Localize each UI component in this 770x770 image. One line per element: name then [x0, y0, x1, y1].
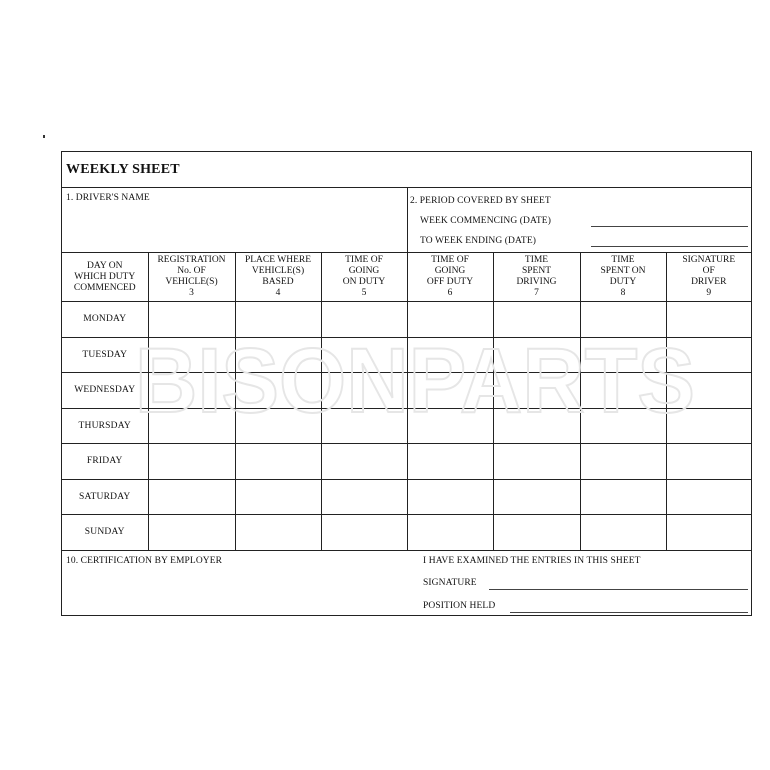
table-row — [62, 408, 751, 444]
table-row — [62, 444, 751, 480]
column-header-line: SPENT — [521, 266, 552, 276]
column-header-line: OF — [702, 266, 715, 276]
column-number: 9 — [706, 288, 712, 298]
column-header-line: GOING — [434, 266, 466, 276]
column-header-line: COMMENCED — [73, 282, 136, 293]
column-header-line: BASED — [262, 277, 294, 287]
entry-cell[interactable] — [407, 302, 493, 338]
period-label: 2. PERIOD COVERED BY SHEET — [410, 196, 551, 206]
entry-cell[interactable] — [321, 302, 407, 338]
position-field[interactable] — [510, 612, 748, 613]
info-section — [62, 188, 751, 253]
column-header-line: VEHICLE(S) — [251, 266, 305, 276]
entry-cell[interactable] — [235, 337, 321, 373]
column-number: 3 — [189, 288, 194, 298]
week-ending-label: TO WEEK ENDING (DATE) — [420, 236, 536, 246]
column-header — [148, 253, 235, 302]
column-header — [321, 253, 407, 302]
column-header-line: TIME OF — [431, 255, 469, 265]
column-header-line: TIME — [524, 255, 549, 265]
day-label: SUNDAY — [62, 515, 148, 551]
column-header — [62, 253, 148, 302]
entry-cell[interactable] — [666, 408, 751, 444]
entry-cell[interactable] — [407, 479, 493, 515]
entry-cell[interactable] — [148, 444, 235, 480]
column-header-line: GOING — [348, 266, 380, 276]
entry-cell[interactable] — [493, 302, 580, 338]
entry-cell[interactable] — [493, 479, 580, 515]
column-number: 4 — [275, 288, 281, 298]
entry-cell[interactable] — [235, 515, 321, 551]
entry-cell[interactable] — [235, 408, 321, 444]
entry-cell[interactable] — [235, 302, 321, 338]
table-row — [62, 302, 751, 338]
column-header-line: DRIVING — [516, 277, 557, 287]
entry-cell[interactable] — [666, 515, 751, 551]
watermark-text: BISONPARTS — [135, 330, 695, 430]
stray-mark — [43, 135, 45, 138]
column-header — [580, 253, 666, 302]
column-header — [493, 253, 580, 302]
column-header-line: DAY ON — [87, 260, 123, 271]
entry-cell[interactable] — [407, 373, 493, 409]
column-header-line: WHICH DUTY — [74, 271, 136, 282]
table-row — [62, 373, 751, 409]
column-header — [407, 253, 493, 302]
column-number: 6 — [447, 288, 453, 298]
column-header-line: PLACE WHERE — [244, 255, 312, 265]
entry-cell[interactable] — [666, 479, 751, 515]
column-number: 7 — [534, 288, 539, 298]
table-header-row — [62, 253, 751, 302]
day-label: WEDNESDAY — [62, 373, 148, 409]
column-header-line: OFF DUTY — [426, 277, 474, 287]
table-row — [62, 337, 751, 373]
entry-cell[interactable] — [666, 444, 751, 480]
column-header-line: REGISTRATION — [157, 255, 226, 265]
column-header-line: DRIVER — [691, 277, 727, 287]
entry-cell[interactable] — [148, 337, 235, 373]
entry-cell[interactable] — [148, 515, 235, 551]
entry-cell[interactable] — [493, 515, 580, 551]
footer-section — [62, 551, 751, 615]
column-header-line: SIGNATURE — [682, 255, 736, 265]
entry-cell[interactable] — [148, 479, 235, 515]
position-label: POSITION HELD — [423, 601, 496, 611]
weekly-sheet-form — [61, 151, 752, 616]
entry-cell[interactable] — [493, 444, 580, 480]
entry-cell[interactable] — [407, 337, 493, 373]
entry-cell[interactable] — [493, 337, 580, 373]
column-header-line: TIME — [611, 255, 635, 265]
entry-cell[interactable] — [580, 479, 666, 515]
entry-cell[interactable] — [321, 479, 407, 515]
week-commencing-label: WEEK COMMENCING (DATE) — [420, 216, 551, 226]
entry-cell[interactable] — [235, 373, 321, 409]
driver-name-label: 1. DRIVER'S NAME — [66, 193, 150, 203]
column-number: 5 — [361, 288, 367, 298]
entry-cell[interactable] — [666, 337, 751, 373]
entry-cell[interactable] — [666, 302, 751, 338]
table-row — [62, 479, 751, 515]
entry-cell[interactable] — [321, 408, 407, 444]
entry-cell[interactable] — [321, 373, 407, 409]
signature-label: SIGNATURE — [423, 578, 477, 588]
week-ending-field[interactable] — [591, 246, 748, 247]
form-title: WEEKLY SHEET — [62, 152, 751, 188]
entry-cell[interactable] — [148, 302, 235, 338]
day-label: SATURDAY — [62, 479, 148, 515]
entry-cell[interactable] — [580, 302, 666, 338]
column-header-line: SPENT ON — [600, 266, 646, 276]
column-header — [666, 253, 751, 302]
day-label: THURSDAY — [62, 408, 148, 444]
entry-cell[interactable] — [148, 373, 235, 409]
signature-field[interactable] — [489, 589, 748, 590]
entry-cell[interactable] — [235, 444, 321, 480]
entry-cell[interactable] — [580, 515, 666, 551]
entry-cell[interactable] — [580, 408, 666, 444]
entry-cell[interactable] — [580, 444, 666, 480]
column-header-line: DUTY — [609, 277, 637, 287]
entry-cell[interactable] — [321, 337, 407, 373]
entry-cell[interactable] — [493, 408, 580, 444]
table-row — [62, 515, 751, 551]
entry-cell[interactable] — [321, 444, 407, 480]
certification-label: 10. CERTIFICATION BY EMPLOYER — [66, 556, 223, 566]
entry-cell[interactable] — [580, 337, 666, 373]
entry-cell[interactable] — [407, 515, 493, 551]
entry-cell[interactable] — [493, 373, 580, 409]
entry-cell[interactable] — [580, 373, 666, 409]
driver-name-cell[interactable] — [62, 188, 408, 252]
entry-cell[interactable] — [407, 408, 493, 444]
column-number: 8 — [620, 288, 626, 298]
day-label: MONDAY — [62, 302, 148, 338]
entry-cell[interactable] — [148, 408, 235, 444]
column-header-line: TIME OF — [345, 255, 383, 265]
entry-cell[interactable] — [666, 373, 751, 409]
column-header-line: ON DUTY — [342, 277, 386, 287]
column-header-line: VEHICLE(S) — [165, 277, 218, 287]
day-label: TUESDAY — [62, 337, 148, 373]
column-header — [235, 253, 321, 302]
week-commencing-field[interactable] — [591, 226, 748, 227]
duty-table — [62, 253, 751, 551]
entry-cell[interactable] — [321, 515, 407, 551]
examined-label: I HAVE EXAMINED THE ENTRIES IN THIS SHEET — [423, 556, 641, 566]
column-header-line: No. OF — [177, 266, 206, 276]
entry-cell[interactable] — [235, 479, 321, 515]
entry-cell[interactable] — [407, 444, 493, 480]
day-label: FRIDAY — [62, 444, 148, 480]
